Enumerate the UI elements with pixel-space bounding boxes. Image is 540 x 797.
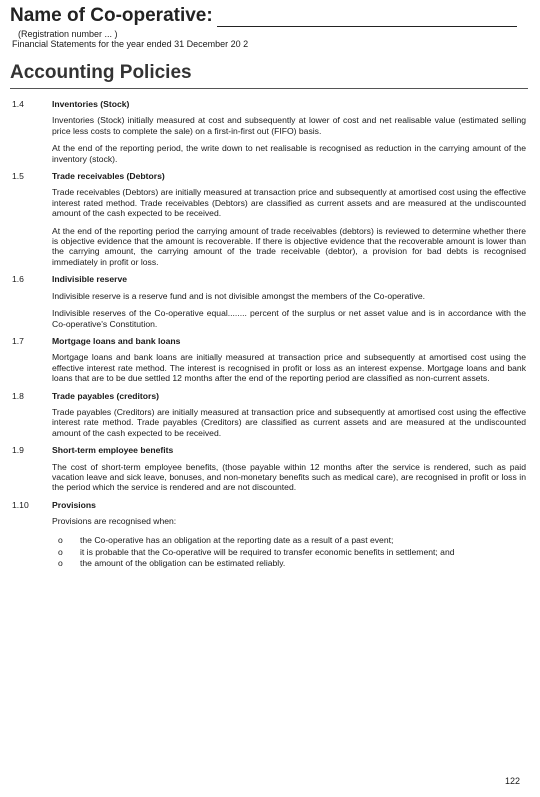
section-title: Provisions [52, 499, 96, 510]
section-heading [12, 445, 526, 455]
section-title: Mortgage loans and bank loans [52, 335, 181, 346]
list-item-text: the Co-operative has an obligation at the reporting date as a result of a past event; [80, 535, 394, 546]
coop-name-row [10, 5, 530, 27]
list-item [58, 535, 526, 545]
section-number: 1.4 [12, 99, 24, 109]
bullet-circle-icon: o [58, 558, 63, 568]
section-title: Inventories (Stock) [52, 99, 130, 109]
section-heading [12, 274, 526, 284]
section-number: 1.7 [12, 335, 24, 346]
list-item-text: it is probable that the Co-operative will be required to transfer economic benefits in settlement; and [80, 546, 455, 557]
section-number: 1.8 [12, 390, 24, 401]
policy-section [12, 445, 526, 493]
registration-number: (Registration number ... ) [18, 29, 118, 39]
page-title: Accounting Policies [10, 62, 528, 89]
section-paragraph: Trade receivables (Debtors) are initially measured at transaction price and subsequently at amortised cost using the effective interest rated method. Trade receivables (Debtors) are classified as current assets and are measured at the undiscounted amount of the cash expected to be received. [52, 187, 526, 219]
coop-name-blank-line [217, 8, 517, 27]
bullet-circle-icon: o [58, 535, 63, 546]
policy-section [12, 171, 526, 267]
section-paragraph: Indivisible reserve is a reserve fund and is not divisible amongst the members of the Co-operative. [52, 290, 426, 301]
list-item [58, 558, 526, 568]
section-paragraph: Provisions are recognised when: [52, 516, 177, 527]
provisions-list [58, 535, 526, 568]
section-paragraph: At the end of the reporting period, the write down to net realisable is recognised as reduction in the carrying amount of the inventory (stock). [52, 143, 526, 164]
section-number: 1.9 [12, 445, 24, 456]
policy-section [12, 391, 526, 439]
section-paragraph: Trade payables (Creditors) are initially measured at transaction price and subsequently at amortised cost using the effective interest rate method. Trade payables (Creditors) are classified as current assets and are measured at the undiscounted amount of the cash expected to be received. [52, 406, 526, 438]
policy-section [12, 274, 526, 329]
list-item [58, 547, 526, 557]
policy-section [12, 336, 526, 384]
section-heading [12, 171, 526, 181]
section-paragraph: At the end of the reporting period the carrying amount of trade receivables (debtors) is reviewed to determine whether there is objective evidence that the amount is recoverable. If there is objective evidence that the recoverable amount is lower than the carrying amount, the carrying amount of the trade receivable (debtor), a provision for bad debts is recognised immediately in profit or loss. [52, 225, 526, 267]
policy-section [12, 99, 526, 164]
section-heading [12, 336, 526, 346]
section-number: 1.6 [12, 274, 24, 285]
section-number: 1.5 [12, 171, 24, 182]
section-heading [12, 391, 526, 401]
section-paragraph: The cost of short-term employee benefits, (those payable within 12 months after the service is rendered, such as paid vacation leave and sick leave, bonuses, and non-monetary benefits such as medical care), are recognised in profit or loss in the period which the service is rendered and are not discounted. [52, 461, 526, 493]
section-title: Trade receivables (Debtors) [52, 171, 165, 182]
bullet-circle-icon: o [58, 546, 63, 557]
section-heading [12, 99, 526, 109]
document-header [10, 5, 530, 49]
section-paragraph: Indivisible reserves of the Co-operative equal........ percent of the surplus or net asset value and is in accordance with the Co-operative's Constitution. [52, 308, 526, 329]
policies-content [12, 99, 526, 577]
page-number: 122 [504, 776, 520, 786]
section-title: Indivisible reserve [52, 274, 127, 285]
coop-name-label: Name of Co-operative: [10, 5, 213, 26]
financial-statements-line: Financial Statements for the year ended 31 December 20 2 [12, 39, 249, 49]
list-item-text: the amount of the obligation can be estimated reliably. [80, 558, 286, 568]
section-paragraph: Mortgage loans and bank loans are initially measured at transaction price and subsequently at amortised cost using the effective interest rate method. The interest is recognised in profit or loss as an interest expense. Mortgage loans and bank loans that are to be due settled 12 months after the end of the reporting period are classified as non-current assets. [52, 352, 526, 384]
section-paragraph: Inventories (Stock) initially measured at cost and subsequently at lower of cost and net realisable value (estimated selling price less costs to complete the sale) on a first-in-first out (FIFO) basis. [52, 115, 526, 136]
section-heading [12, 500, 526, 510]
policy-section [12, 500, 526, 569]
section-title: Short-term employee benefits [52, 445, 174, 456]
section-number: 1.10 [12, 499, 29, 510]
section-title: Trade payables (creditors) [52, 390, 159, 401]
